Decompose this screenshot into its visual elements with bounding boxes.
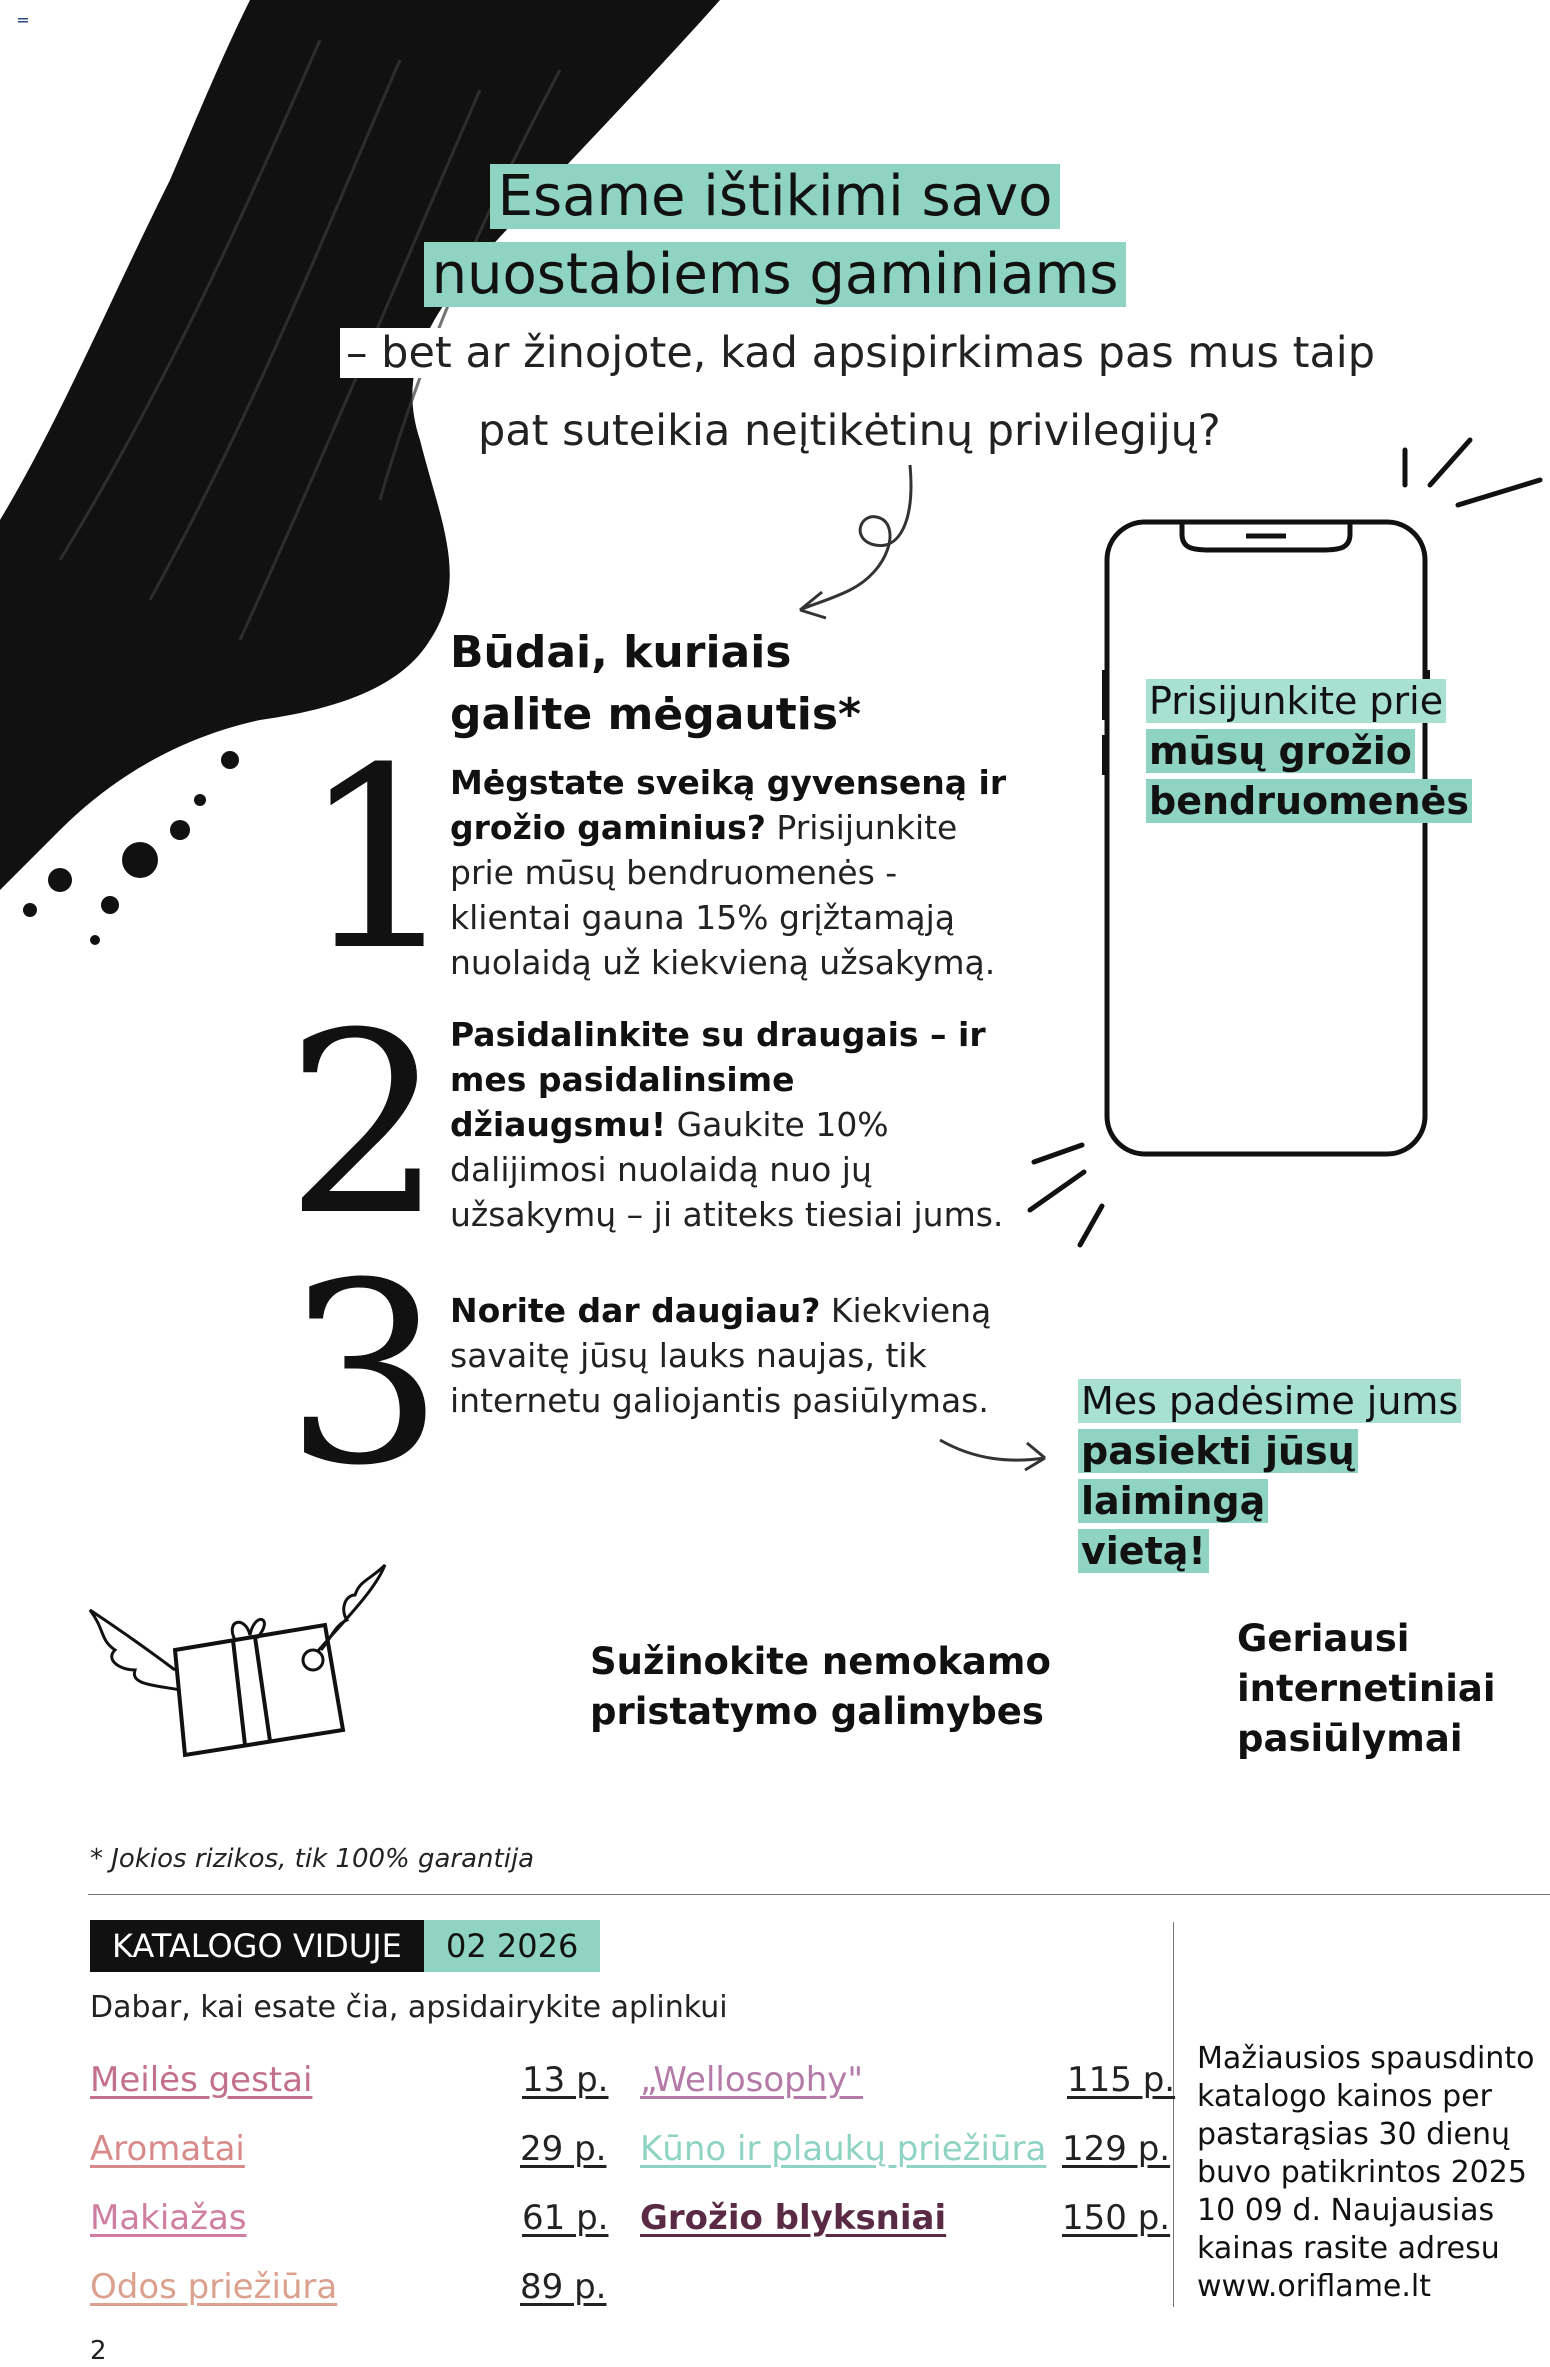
footnote: * Jokios rizikos, tik 100% garantija xyxy=(90,1844,535,1874)
section-title-line1: Būdai, kuriais xyxy=(450,627,792,678)
step-2-bold: Pasidalinkite su draugais – ir mes pasidalinsime džiaugsmu! xyxy=(450,1015,986,1144)
best-offers-line1: Geriausi xyxy=(1237,1617,1410,1660)
best-offers-text xyxy=(1237,1614,1496,1764)
phone-callout-line2: mūsų grožio xyxy=(1146,729,1415,773)
phone-callout-line1: Prisijunkite prie xyxy=(1146,679,1446,723)
toc-page-wellosophy[interactable]: 115 p. xyxy=(1067,2060,1176,2100)
step-1 xyxy=(450,760,1010,985)
step-3 xyxy=(450,1288,1010,1423)
toc-page-odos-prieziura[interactable]: 89 p. xyxy=(520,2267,607,2307)
step-3-bold: Norite dar daugiau? xyxy=(450,1291,821,1330)
step-1-text: Prisijunkite prie mūsų bendruomenės - klientai gauna 15% grįžtamąją nuolaidą už kiekvieną užsakymą. xyxy=(450,808,996,982)
help-callout-line1: Mes padėsime jums xyxy=(1078,1379,1461,1423)
toc-page-aromatai[interactable]: 29 p. xyxy=(520,2129,607,2169)
section-title xyxy=(450,622,861,746)
toc-page-kuno-ir-plauku-prieziura[interactable]: 129 p. xyxy=(1062,2129,1171,2169)
phone-callout xyxy=(1146,676,1472,826)
headline-line1 xyxy=(0,158,1550,236)
best-offers-line2: internetiniai xyxy=(1237,1667,1496,1710)
free-delivery-line1: Sužinokite nemokamo xyxy=(590,1640,1051,1683)
curly-arrow-icon xyxy=(780,460,930,630)
best-offers-line3: pasiūlymai xyxy=(1237,1717,1463,1760)
toc-link-kuno-ir-plauku-prieziura[interactable]: Kūno ir plaukų priežiūra xyxy=(640,2129,1047,2169)
headline-line2 xyxy=(0,236,1550,314)
toc-page-makiazas[interactable]: 61 p. xyxy=(522,2198,609,2238)
section-title-line2: galite mėgautis* xyxy=(450,689,862,740)
help-callout-line3: vietą! xyxy=(1078,1529,1209,1573)
help-callout xyxy=(1078,1376,1550,1576)
step-1-bold: Mėgstate sveiką gyvenseną ir grožio gaminius? xyxy=(450,763,1007,847)
headline-sub2: pat suteikia neįtikėtinų privilegijų? xyxy=(472,406,1227,456)
headline-sub1: – bet ar žinojote, kad apsipirkimas pas mus taip xyxy=(340,328,1381,378)
step-2-text: Gaukite 10% dalijimosi nuolaidą nuo jų užsakymų – ji atiteks tiesiai jums. xyxy=(450,1105,1004,1234)
step-3-text: Kiekvieną savaitę jūsų lauks naujas, tik internetu galiojantis pasiūlymas. xyxy=(450,1291,992,1420)
catalog-issue: 02 2026 xyxy=(424,1920,600,1972)
catalog-tag: KATALOGO VIDUJE xyxy=(90,1920,424,1972)
toc-link-makiazas[interactable]: Makiažas xyxy=(90,2198,247,2238)
toc-page-grozio-blyksniai[interactable]: 150 p. xyxy=(1062,2198,1171,2238)
toc-link-wellosophy[interactable]: „Wellosophy" xyxy=(640,2060,864,2100)
horizontal-divider xyxy=(88,1894,1550,1895)
toc-page-meiles-gestai[interactable]: 13 p. xyxy=(522,2060,609,2100)
toc-link-aromatai[interactable]: Aromatai xyxy=(90,2129,245,2169)
page-number: 2 xyxy=(90,2336,107,2366)
step-number-2: 2 xyxy=(285,979,445,1270)
headline-line1-text: Esame ištikimi savo xyxy=(490,164,1061,229)
headline-line2-text: nuostabiems gaminiams xyxy=(424,242,1127,307)
help-callout-line2: pasiekti jūsų laimingą xyxy=(1078,1429,1358,1523)
price-note: Mažiausios spausdinto katalogo kainos per pastarąsias 30 dienų buvo patikrintos 2025 10 09 d. Naujausias kainas rasite adresu www.oriflame.lt xyxy=(1197,2041,1535,2304)
free-delivery-text xyxy=(590,1637,1051,1737)
step-number-1: 1 xyxy=(300,714,460,1005)
toc-link-odos-prieziura[interactable]: Odos priežiūra xyxy=(90,2267,338,2307)
phone-callout-line3: bendruomenės xyxy=(1146,779,1472,823)
catalog-intro: Dabar, kai esate čia, apsidairykite aplinkui xyxy=(90,1990,728,2025)
vertical-divider xyxy=(1173,1922,1174,2307)
toc-link-grozio-blyksniai[interactable]: Grožio blyksniai xyxy=(640,2198,947,2238)
toc-link-meiles-gestai[interactable]: Meilės gestai xyxy=(90,2060,313,2100)
step-2 xyxy=(450,1012,1010,1237)
arrow-right-icon xyxy=(935,1425,1055,1475)
flying-gift-box-icon xyxy=(85,1560,395,1770)
free-delivery-line2: pristatymo galimybes xyxy=(590,1690,1044,1733)
smartphone-icon xyxy=(1010,430,1550,1260)
step-number-3: 3 xyxy=(285,1229,445,1520)
